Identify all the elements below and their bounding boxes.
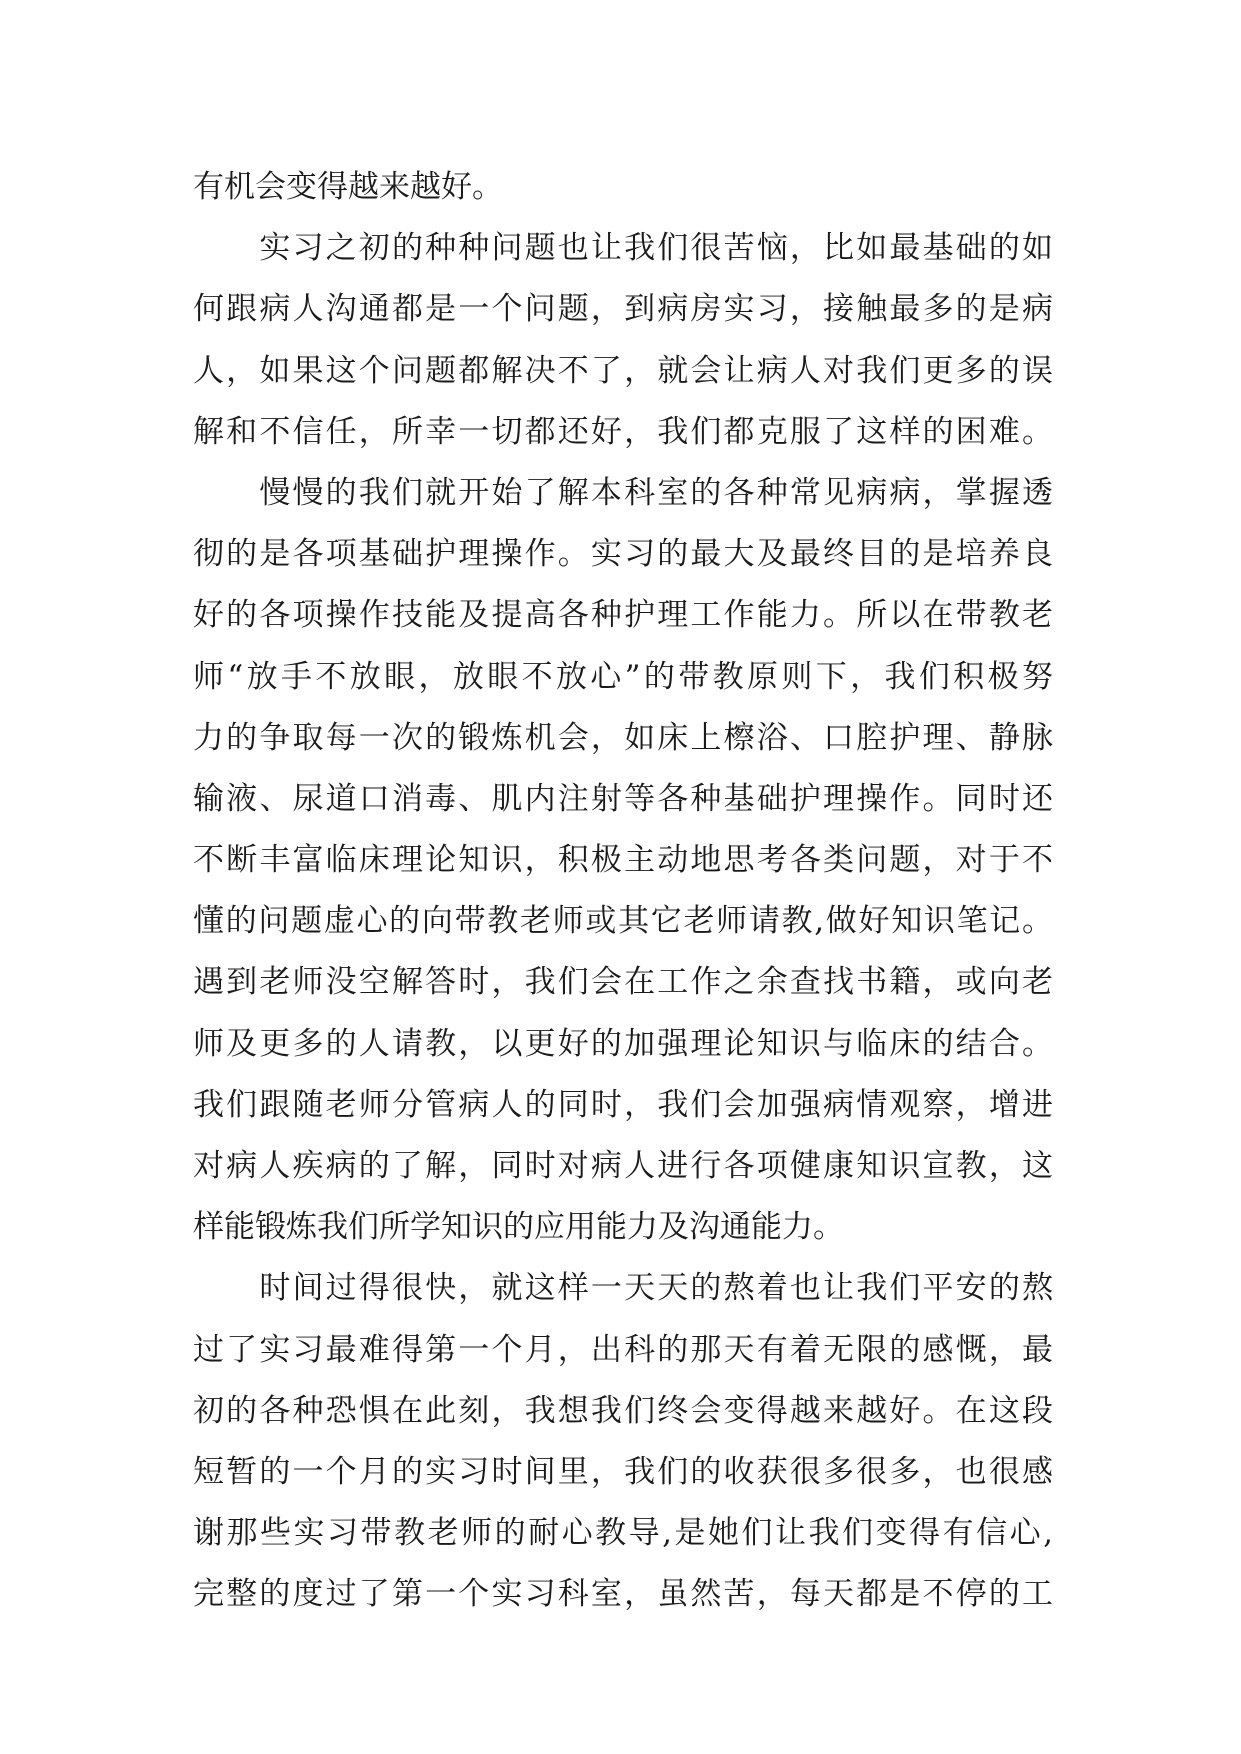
text-line: 输液、尿道口消毒、肌内注射等各种基础护理操作。同时还: [193, 780, 1053, 817]
text-line: 师“放手不放眼，放眼不放心”的带教原则下，我们积极努: [193, 658, 1053, 695]
text-line: 对病人疾病的了解，同时对病人进行各项健康知识宣教，这: [193, 1148, 1053, 1184]
text-line: 实习之初的种种问题也让我们很苦恼，比如最基础的如: [193, 230, 1053, 267]
text-line: 师及更多的人请教，以更好的加强理论知识与临床的结合。: [193, 1025, 1053, 1062]
text-line: 短暂的一个月的实习时间里，我们的收获很多很多，也很感: [193, 1453, 1053, 1490]
text-line: 好的各项操作技能及提高各种护理工作能力。所以在带教老: [193, 597, 1053, 634]
text-line: 何跟病人沟通都是一个问题，到病房实习，接触最多的是病: [193, 291, 1053, 328]
text-line: 懂的问题虚心的向带教老师或其它老师请教,做好知识笔记。: [193, 903, 1053, 940]
text-line: 不断丰富临床理论知识，积极主动地思考各类问题，对于不: [193, 842, 1053, 879]
text-line: 完整的度过了第一个实习科室，虽然苦，每天都是不停的工: [193, 1576, 1053, 1613]
text-line: 样能锻炼我们所学知识的应用能力及沟通能力。: [193, 1209, 844, 1246]
text-line: 遇到老师没空解答时，我们会在工作之余查找书籍，或向老: [193, 964, 1053, 1001]
text-line: 力的争取每一次的锻炼机会，如床上檫浴、口腔护理、静脉: [193, 719, 1053, 756]
text-line: 时间过得很快，就这样一天天的熬着也让我们平安的熬: [193, 1270, 1053, 1307]
text-line: 解和不信任，所幸一切都还好，我们都克服了这样的困难。: [193, 413, 1053, 450]
text-line: 初的各种恐惧在此刻，我想我们终会变得越来越好。在这段: [193, 1392, 1053, 1429]
text-line: 人，如果这个问题都解决不了，就会让病人对我们更多的误: [193, 352, 1053, 389]
text-line: 慢慢的我们就开始了解本科室的各种常见病病，掌握透: [193, 474, 1053, 511]
text-line: 谢那些实习带教老师的耐心教导,是她们让我们变得有信心,: [193, 1515, 1053, 1552]
text-line: 彻的是各项基础护理操作。实习的最大及最终目的是培养良: [193, 536, 1053, 573]
text-line: 有机会变得越来越好。: [193, 169, 503, 205]
document-body: [193, 157, 1053, 1626]
text-line: 我们跟随老师分管病人的同时，我们会加强病情观察，增进: [193, 1086, 1053, 1123]
text-line: 过了实习最难得第一个月，出科的那天有着无限的感慨，最: [193, 1331, 1053, 1368]
